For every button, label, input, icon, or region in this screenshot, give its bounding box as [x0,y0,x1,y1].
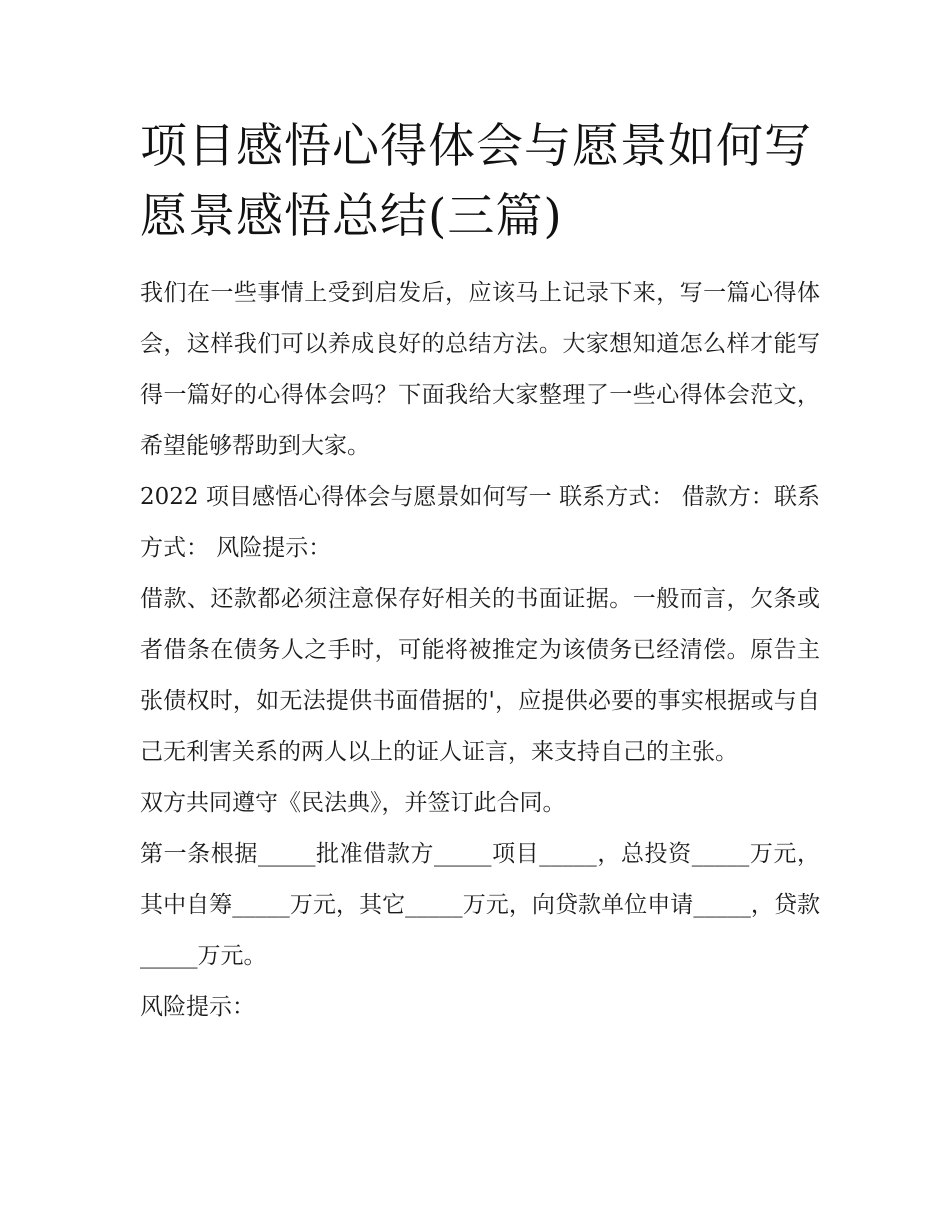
document-body [140,112,820,1033]
risk-notice-paragraph: 风险提示： [140,994,255,1020]
contact-paragraph: 2022 项目感悟心得体会与愿景如何写一 联系方式： 借款方：联系方式： 风险提示： [140,484,820,561]
evidence-paragraph: 借款、还款都必须注意保存好相关的书面证据。一般而言，欠条或者借条在债务人之手时，可能将被推定为该债务已经清偿。原告主张债权时，如无法提供书面借据的'，应提供必要的事实根据或与自己无利害关系的两人以上的证人证言，来支持自己的主张。 [140,586,820,765]
agreement-paragraph: 双方共同遵守《民法典》，并签订此合同。 [140,790,566,816]
intro-paragraph: 我们在一些事情上受到启发后，应该马上记录下来，写一篇心得体会，这样我们可以养成良好的总结方法。大家想知道怎么样才能写得一篇好的心得体会吗？下面我给大家整理了一些心得体会范文，希望能够帮助到大家。 [140,280,820,459]
article-one-paragraph: 第一条根据_____批准借款方_____项目_____，总投资_____万元，其中自筹_____万元，其它_____万元，向贷款单位申请_____，贷款_____万元。 [140,841,820,969]
page-title: 项目感悟心得体会与愿景如何写 愿景感悟总结(三篇) [140,119,812,244]
